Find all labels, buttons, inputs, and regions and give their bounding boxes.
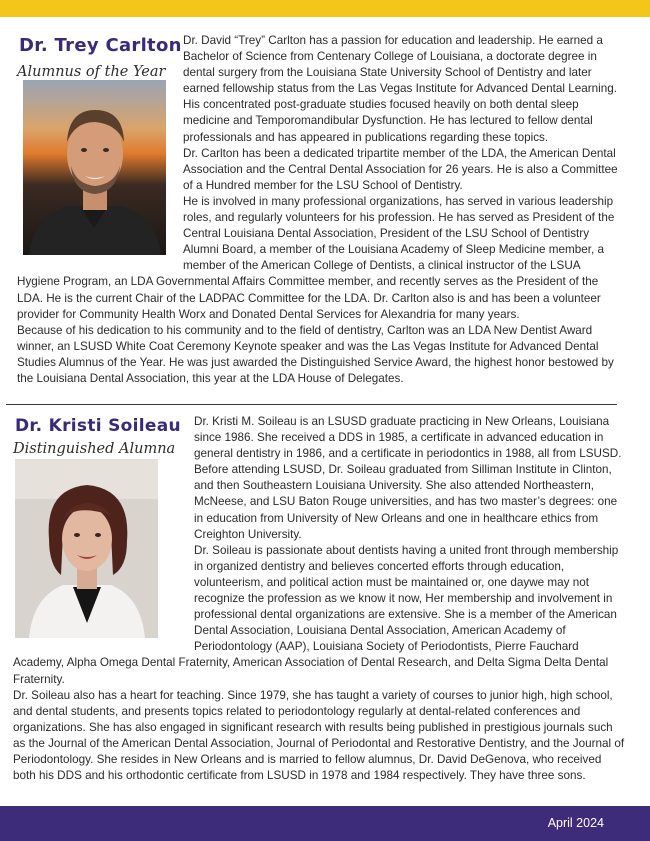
footer-bar xyxy=(0,806,650,841)
section-divider xyxy=(6,404,617,405)
soileau-bio-paragraph: Dr. Kristi M. Soileau is an LSUSD graduate practicing in New Orleans, Louisiana since 1986. She received a DDS in 1985, a certificate in advanced education in general dentistry in 1986, and a certificate in periodontics in 1988, all from LSUSD. Before attending LSUSD, Dr. Soileau graduated from Silliman Institute in Clinton, and then Southeastern Louisiana University. She also attended Northeastern, McNeese, and LSU Baton Rouge universities, and has two master’s degrees: one in education from University of New Orleans and one in healthcare ethics from Creighton University. xyxy=(194,415,622,541)
carlton-bio-paragraph: He is involved in many professional organizations, has served in various leadership roles, and regularly volunteers for his profession. He has served as President of the Central Louisiana Dental Association, President of the LSU School of Dentistry Alumni Board, a member of the Louisiana Academy of Sleep Medicine member, a member of the American College of Dentists, a clinical instructor of the LSUA Hygiene Program, an LDA Governmental Affairs Committee member, and recently serves as the President of the LDA. He is the current Chair of the LADPAC Committee for the LDA. Dr. Carlton also is and has been a volunteer provider for Community Health Worx and Donated Dental Services for Alexandria for many years. xyxy=(17,194,615,321)
carlton-bio-paragraph: Because of his dedication to his community and to the field of dentistry, Carlton was an LDA New Dentist Award winner, an LSUSD White Coat Ceremony Keynote speaker and was the Las Vegas Institute for Advanced Dental Studies Alumnus of the Year. He was just awarded the Distinguished Service Award, the highest honor bestowed by the Louisiana Dental Association, this year at the LDA House of Delegates. xyxy=(17,323,614,385)
soileau-bio-paragraph: Dr. Soileau also has a heart for teaching. Since 1979, she has taught a variety of courses to junior high, high school, and dental students, and presents topics related to periodontology regularly at dental-related conferences and organizations. She has also engaged in significant research with results being published in prestigious journals such as the Journal of the American Dental Association, Journal of Periodontal and Restorative Dentistry, and the Journal of Periodontology. She resides in New Orleans and is married to fellow alumnus, Dr. David DeGenova, who received both his DDS and his orthodontic certificate from LSUSD in 1978 and 1984 respectively. They have three sons. xyxy=(13,688,625,783)
soileau-section xyxy=(13,414,625,784)
carlton-bio-paragraph: Dr. Carlton has been a dedicated tripartite member of the LDA, the American Dental Association and the Central Dental Association for 26 years. He is also a Committee of a Hundred member for the LSU School of Dentistry. xyxy=(183,146,618,192)
issue-date: April 2024 xyxy=(547,816,604,830)
soileau-photo xyxy=(15,459,158,638)
soileau-name: Dr. Kristi Soileau xyxy=(15,416,181,436)
carlton-section xyxy=(17,33,624,387)
carlton-photo xyxy=(23,80,166,255)
soileau-bio-paragraph: Dr. Soileau is passionate about dentists having a united front through membership in organized dentistry and believes concerted efforts through education, volunteerism, and political action must be maintained or, one daywe may not recognize the profession as we know it now, Her membership and involvement in professional dental organizations are extensive. She is a member of the American Dental Association, Louisiana Dental Association, American Academy of Periodontology (AAP), Louisiana Society of Periodontists, Pierre Fauchard Academy, Alpha Omega Dental Fraternity, American Association of Dental Research, and Delta Sigma Delta Dental Fraternity. xyxy=(13,543,619,686)
carlton-award-title: Alumnus of the Year xyxy=(17,64,166,80)
carlton-bio-paragraph: Dr. David “Trey” Carlton has a passion for education and leadership. He earned a Bachelor of Science from Centenary College of Louisiana, a doctorate degree in dental surgery from the Louisiana State University School of Dentistry and later earned fellowship status from the Las Vegas Institute for Advanced Dental Learning. His concentrated post-graduate studies focused heavily on both dental sleep medicine and Temporomandibular Dysfunction. He has lectured to fellow dental professionals and has appeared in publications regarding these topics. xyxy=(183,34,617,144)
carlton-name: Dr. Trey Carlton xyxy=(19,35,182,56)
soileau-header xyxy=(13,414,194,642)
carlton-header xyxy=(17,33,183,261)
top-accent-bar xyxy=(0,0,650,17)
soileau-award-title: Distinguished Alumna xyxy=(13,441,176,457)
